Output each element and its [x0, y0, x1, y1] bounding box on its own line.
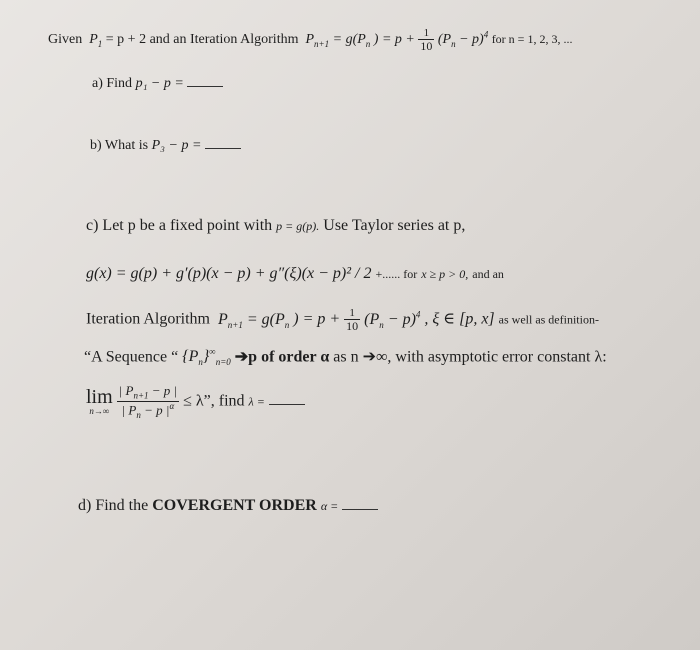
iteration-range: for n = 1, 2, 3, ...: [491, 32, 573, 47]
xi-condition: , ξ ∈ [p, x]: [424, 310, 495, 328]
question-b-expr: P₃ − p =: [151, 138, 202, 153]
taylor-dots: +...... for: [375, 267, 418, 281]
iteration-rhs2: $(P_n - p)^4$: [437, 29, 489, 50]
iteration-expr-tail: $(P_n - p)^4$: [364, 309, 421, 330]
sequence-tail: as n ➔∞, with asymptotic error constant λ:: [333, 348, 607, 366]
question-d-expr: α =: [320, 499, 339, 513]
taylor-instruction: Use Taylor series at p,: [323, 217, 466, 234]
given-word: Given: [48, 32, 83, 48]
fixed-point-condition: p = g(p).: [276, 219, 320, 233]
iteration-expr-rhs: ) = p +: [293, 310, 341, 328]
question-b-label: b) What is: [90, 138, 149, 153]
question-a-expr: p₁ − p =: [135, 76, 184, 91]
taylor-and: and an: [472, 267, 504, 281]
question-d: [78, 498, 378, 514]
iteration-line: [86, 308, 599, 332]
iteration-rhs1: ) = p +: [373, 32, 415, 48]
question-a: [92, 76, 223, 91]
iteration-label: Iteration Algorithm: [86, 310, 210, 328]
iteration-fraction: $\frac{1}{10}$: [346, 307, 359, 333]
iteration-mid: = $g(P_n$: [332, 32, 371, 50]
taylor-condition: x ≥ p > 0,: [421, 267, 469, 281]
taylor-expansion: g(x) = g(p) + g′(p)(x − p) + g″(ξ)(x − p)² / 2: [86, 265, 372, 282]
limit-tail: ≤ λ”, find: [183, 392, 245, 410]
intro-line: [48, 28, 572, 52]
question-c-intro: c) Let p be a fixed point with: [86, 217, 273, 234]
iteration-expr-lhs: $P_{n+1}$: [217, 310, 243, 330]
sequence-set: $\{P_n\}^\infty_{n=0}$: [182, 347, 231, 368]
limit-fraction: $\frac{| P_{n+1} - p |}{| P_n - p |^\alpha}$: [118, 383, 178, 420]
answer-blank-a[interactable]: [187, 76, 223, 87]
question-d-bold: COVERGENT ORDER: [152, 497, 317, 514]
limit-line: [86, 384, 305, 420]
p1-definition: = p + 2 and an Iteration Algorithm: [105, 32, 299, 48]
taylor-line: [86, 266, 504, 282]
lambda-expr: λ =: [248, 394, 265, 409]
intro-fraction: $\frac{1}{10}$: [420, 27, 433, 53]
question-a-label: a) Find: [92, 76, 133, 91]
sequence-line: [84, 348, 607, 368]
answer-blank-c[interactable]: [269, 394, 305, 405]
order-arrow-text: ➔p of order α: [234, 348, 330, 366]
answer-blank-b[interactable]: [205, 138, 241, 149]
definition-note: as well as definition-: [498, 312, 599, 327]
p1-symbol: $P_1$: [85, 32, 103, 50]
iteration-lhs: $P_{n+1}$: [305, 32, 330, 50]
question-b: [90, 138, 241, 153]
limit-operator: lim n→∞: [86, 386, 113, 417]
sequence-intro: “A Sequence “: [84, 348, 179, 366]
question-c-line1: [86, 218, 465, 234]
iteration-expr-mid: = $g(P_n$: [246, 310, 290, 330]
question-d-label: d) Find the: [78, 497, 149, 514]
answer-blank-d[interactable]: [342, 499, 378, 510]
